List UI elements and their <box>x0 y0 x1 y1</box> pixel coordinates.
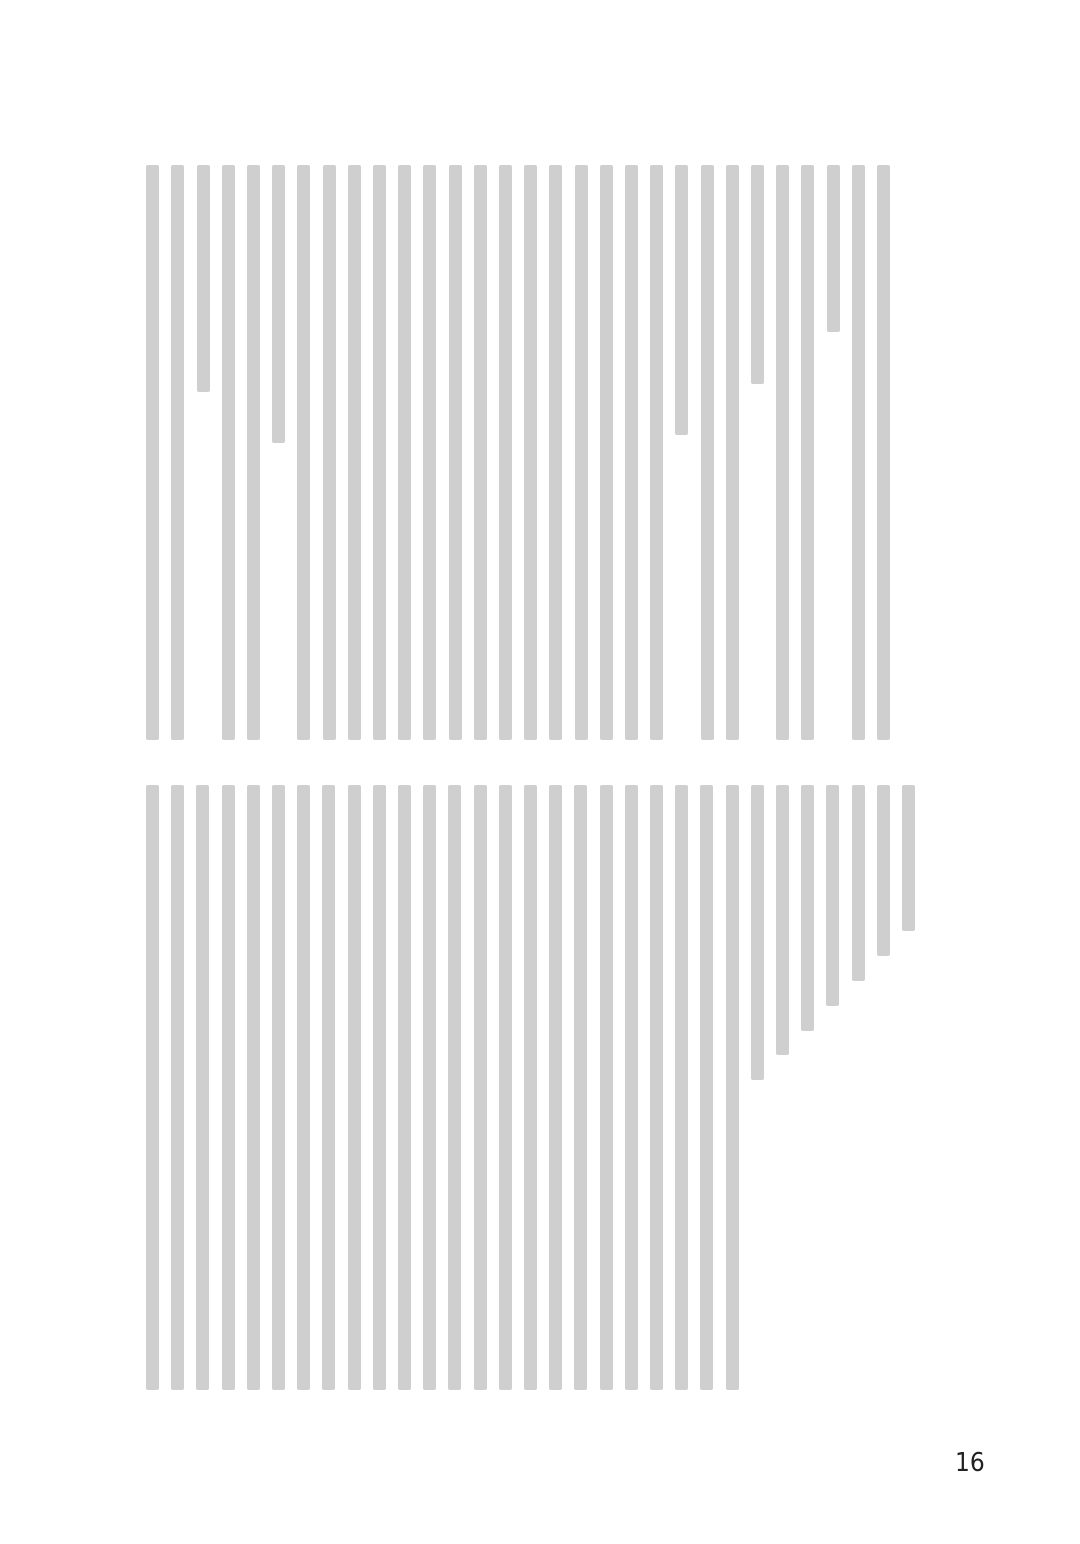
text-line-placeholder <box>196 785 209 1390</box>
text-line-placeholder <box>726 785 739 1390</box>
text-line-placeholder <box>373 785 386 1390</box>
text-line-placeholder <box>801 165 814 740</box>
text-line-placeholder <box>272 785 285 1390</box>
text-line-placeholder <box>171 785 184 1390</box>
text-line-placeholder <box>549 785 562 1390</box>
text-block-top <box>135 165 890 745</box>
text-line-placeholder <box>247 165 260 740</box>
text-line-placeholder <box>524 165 537 740</box>
text-line-placeholder <box>398 785 411 1390</box>
text-line-placeholder <box>827 165 840 332</box>
text-line-placeholder <box>247 785 260 1390</box>
text-line-placeholder <box>776 165 789 740</box>
text-line-placeholder <box>474 165 487 740</box>
text-line-placeholder <box>625 785 638 1390</box>
text-line-placeholder <box>574 785 587 1390</box>
text-line-placeholder <box>373 165 386 740</box>
text-line-placeholder <box>323 165 336 740</box>
text-line-placeholder <box>146 785 159 1390</box>
text-line-placeholder <box>852 165 865 740</box>
text-line-placeholder <box>826 785 839 1006</box>
text-line-placeholder <box>448 785 461 1390</box>
text-line-placeholder <box>726 165 739 740</box>
text-line-placeholder <box>297 785 310 1390</box>
text-line-placeholder <box>625 165 638 740</box>
text-line-placeholder <box>272 165 285 443</box>
text-line-placeholder <box>549 165 562 740</box>
text-line-placeholder <box>776 785 789 1055</box>
text-line-placeholder <box>322 785 335 1390</box>
text-line-placeholder <box>877 165 890 740</box>
text-line-placeholder <box>197 165 210 392</box>
text-line-placeholder <box>423 785 436 1390</box>
text-line-placeholder <box>499 785 512 1390</box>
text-line-placeholder <box>650 785 663 1390</box>
text-line-placeholder <box>600 165 613 740</box>
text-line-placeholder <box>449 165 462 740</box>
text-line-placeholder <box>499 165 512 740</box>
text-line-placeholder <box>675 785 688 1390</box>
text-line-placeholder <box>675 165 688 435</box>
text-line-placeholder <box>222 165 235 740</box>
text-line-placeholder <box>146 165 159 740</box>
text-line-placeholder <box>600 785 613 1390</box>
text-line-placeholder <box>650 165 663 740</box>
text-block-bottom <box>135 785 915 1395</box>
text-line-placeholder <box>751 165 764 384</box>
text-line-placeholder <box>348 785 361 1390</box>
text-line-placeholder <box>171 165 184 740</box>
text-line-placeholder <box>222 785 235 1390</box>
text-line-placeholder <box>852 785 865 981</box>
page-number: 16 <box>955 1448 985 1478</box>
text-line-placeholder <box>751 785 764 1080</box>
text-line-placeholder <box>902 785 915 931</box>
text-line-placeholder <box>701 165 714 740</box>
text-line-placeholder <box>801 785 814 1031</box>
text-line-placeholder <box>575 165 588 740</box>
text-line-placeholder <box>398 165 411 740</box>
text-line-placeholder <box>877 785 890 956</box>
text-line-placeholder <box>423 165 436 740</box>
text-line-placeholder <box>297 165 310 740</box>
text-line-placeholder <box>348 165 361 740</box>
text-line-placeholder <box>524 785 537 1390</box>
text-line-placeholder <box>474 785 487 1390</box>
text-line-placeholder <box>700 785 713 1390</box>
